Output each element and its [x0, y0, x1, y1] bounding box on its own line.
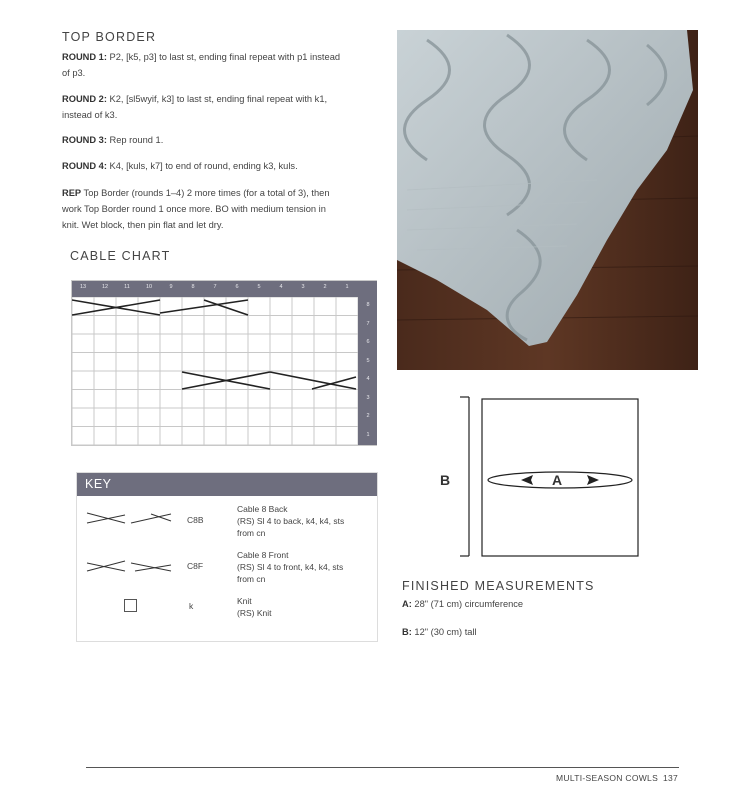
- round-1-instruction: ROUND 1: P2, [k5, p3] to last st, ending final repeat with p1 instead of p3.: [62, 52, 341, 78]
- schematic-label-a: A: [552, 472, 563, 488]
- round-4-instruction: ROUND 4: K4, [kuls, k7] to end of round, ending k3, kuls.: [62, 161, 298, 171]
- chart-column-number: 6: [235, 284, 239, 290]
- page-number: 137: [663, 773, 679, 783]
- key-heading: KEY: [85, 477, 112, 491]
- schematic-label-b: B: [440, 472, 451, 488]
- key-abbr-k: k: [189, 601, 194, 611]
- measurement-b: B: 12" (30 cm) tall: [402, 627, 477, 637]
- chart-row-number: 3: [366, 394, 370, 401]
- cable-chart-heading: CABLE CHART: [70, 249, 171, 263]
- footer-rule: [86, 767, 679, 768]
- chart-column-number: 1: [345, 284, 349, 290]
- chart-row-number: 1: [366, 431, 370, 438]
- rep-instruction: REP Top Border (rounds 1–4) 2 more times (for a total of 3), then work Top Border round 1 once more. BO with medium tension in knit. Wet block, then pin flat and let dry.: [62, 188, 330, 230]
- footer-section: MULTI-SEASON COWLS: [556, 773, 659, 783]
- chart-column-number: 10: [145, 284, 153, 290]
- chart-row-number: 5: [366, 357, 370, 364]
- chart-column-number: 5: [257, 284, 261, 290]
- chart-column-number: 12: [101, 284, 109, 290]
- chart-column-number: 9: [169, 284, 173, 290]
- knit-square-icon: [124, 599, 137, 612]
- top-border-heading: TOP BORDER: [62, 30, 157, 44]
- cable-back-icon: [85, 511, 175, 527]
- key-desc-c8f: Cable 8 Front (RS) Sl 4 to front, k4, k4, sts from cn: [237, 550, 344, 584]
- chart-grid: [72, 297, 358, 445]
- chart-corner: [358, 281, 377, 297]
- chart-column-number: 3: [301, 284, 305, 290]
- key-desc-c8b: Cable 8 Back (RS) Sl 4 to back, k4, k4, sts from cn: [237, 504, 345, 538]
- chart-column-number: 4: [279, 284, 283, 290]
- finished-measurements-heading: FINISHED MEASUREMENTS: [402, 579, 595, 593]
- chart-column-number: 2: [323, 284, 327, 290]
- chart-row-number: 2: [366, 413, 370, 420]
- key-desc-k: Knit (RS) Knit: [237, 596, 272, 618]
- chart-row-number: 8: [366, 302, 370, 309]
- chart-column-number: 7: [213, 284, 217, 290]
- chart-column-number: 8: [191, 284, 195, 290]
- cowl-photo: [397, 30, 698, 370]
- chart-key: [76, 472, 378, 642]
- cable-chart: [71, 280, 377, 446]
- cowl-schematic: [455, 394, 645, 560]
- key-abbr-c8b: C8B: [187, 515, 204, 525]
- key-header: [77, 473, 377, 496]
- chart-row-number: 6: [366, 339, 370, 346]
- key-abbr-c8f: C8F: [187, 561, 204, 571]
- chart-column-number: 11: [124, 284, 130, 290]
- chart-column-number: 13: [79, 284, 87, 290]
- round-2-instruction: ROUND 2: K2, [sl5wyif, k3] to last st, ending final repeat with k1, instead of k3.: [62, 94, 328, 120]
- measurement-a: A: 28" (71 cm) circumference: [402, 599, 524, 609]
- cable-front-icon: [85, 559, 175, 575]
- round-3-instruction: ROUND 3: Rep round 1.: [62, 135, 164, 145]
- chart-row-number: 7: [366, 320, 370, 327]
- chart-row-number: 4: [366, 376, 370, 383]
